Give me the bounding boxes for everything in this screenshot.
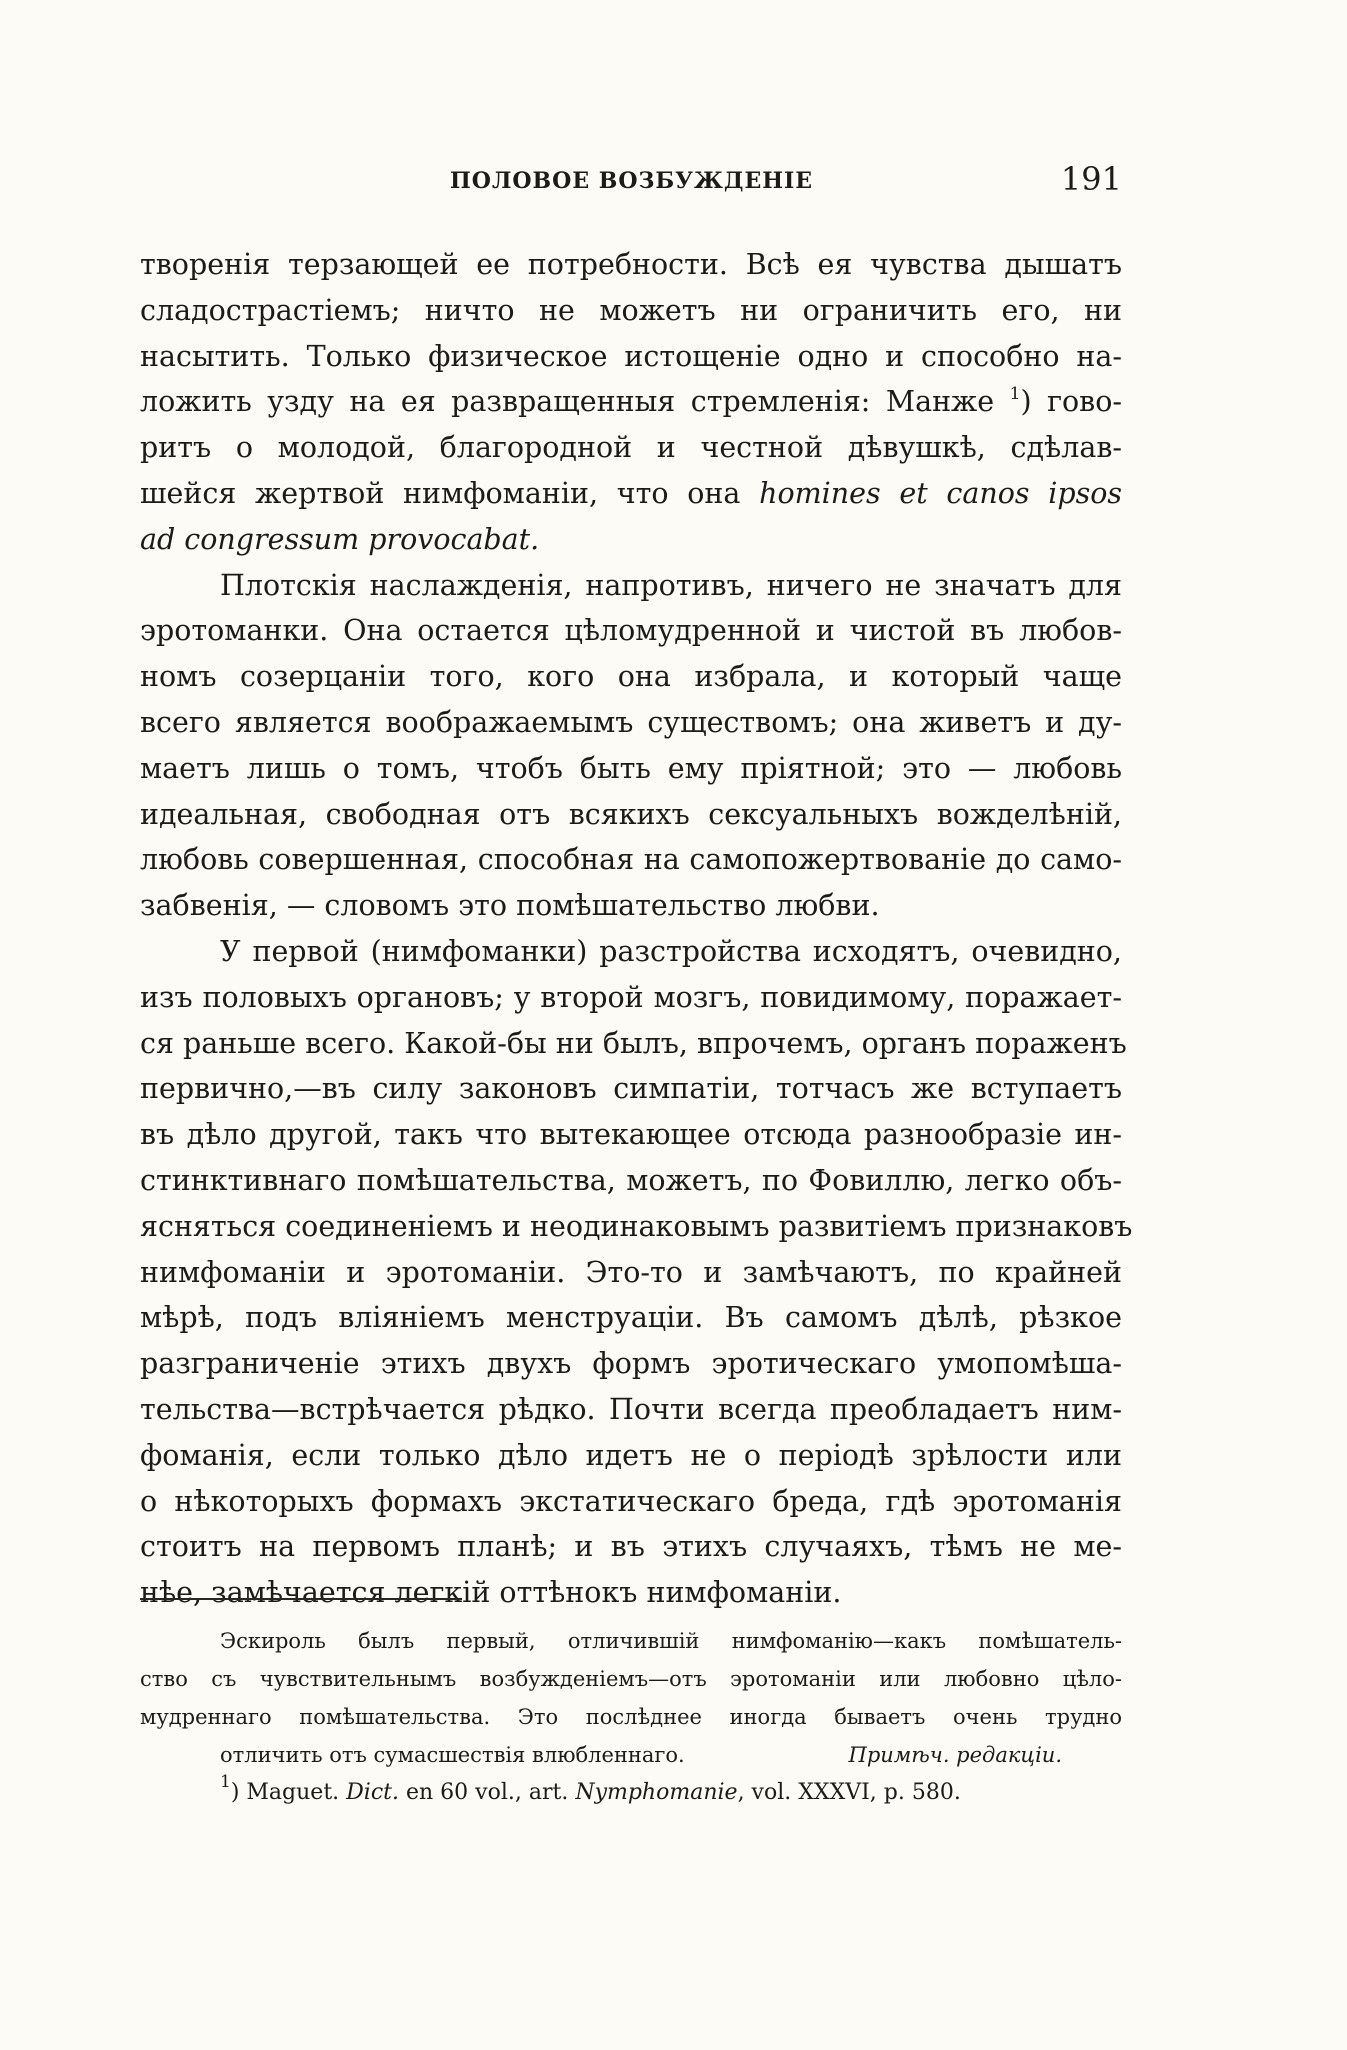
text-line: стоитъ на первомъ планѣ; и въ этихъ случаяхъ, тѣмъ не ме-	[140, 1530, 1122, 1564]
footnote-last-row	[140, 1736, 1122, 1774]
text-line: изъ половыхъ органовъ; у второй мозгъ, повидимому, поражает-	[140, 980, 1122, 1014]
text-line: ясняться соединеніемъ и неодинаковымъ развитіемъ признаковъ	[140, 1209, 1133, 1243]
text-line: Плотскія наслажденія, напротивъ, ничего не значатъ для	[220, 568, 1122, 602]
text-line: фоманія, если только дѣло идетъ не о періодѣ зрѣлости или	[140, 1438, 1122, 1472]
text-line: нѣе, замѣчается легкій оттѣнокъ нимфоманіи.	[140, 1576, 842, 1610]
text-line: насытить. Только физическое истощеніе одно и способно на-	[140, 339, 1122, 373]
text-line	[140, 379, 1122, 425]
text-line: сладострастіемъ; ничто не можетъ ни ограничить его, ни	[140, 293, 1122, 327]
footnote-line: мудреннаго помѣшательства. Это послѣднее иногда бываетъ очень трудно	[140, 1705, 1122, 1729]
editorial-note	[140, 1622, 1122, 1774]
paragraph-3	[140, 929, 1122, 975]
text-segment: ложить узду на ея развращенныя стремленія: Манже	[140, 385, 1010, 419]
text-line: ритъ о молодой, благородной и честной дѣвушкѣ, сдѣлав-	[140, 431, 1122, 465]
text-segment: ) гово-	[1020, 385, 1122, 419]
text-line: забвенія, — словомъ это помѣшательство любви.	[140, 889, 880, 923]
reference-middle: en 60 vol., art.	[399, 1780, 576, 1805]
page-number: 191	[1060, 160, 1122, 198]
text-line: творенія терзающей ее потребности. Всѣ ея чувства дышатъ	[140, 248, 1122, 281]
text-line: тельства—встрѣчается рѣдко. Почти всегда преобладаетъ ним-	[140, 1392, 1122, 1426]
text-line: нимфоманіи и эротоманіи. Это-то и замѣчаютъ, по крайней	[140, 1255, 1122, 1289]
footnote-line: отличить отъ сумасшествія влюбленнаго.	[220, 1743, 685, 1767]
text-line: эротоманки. Она остается цѣломудренной и чистой въ любов-	[140, 614, 1122, 648]
reference-work: Dict.	[346, 1780, 399, 1805]
text-line: разграниченіе этихъ двухъ формъ эротическаго умопомѣша-	[140, 1347, 1122, 1381]
latin-phrase: homines et canos ipsos	[759, 476, 1122, 510]
text-line: идеальная, свободная отъ всякихъ сексуальныхъ вожделѣній,	[140, 797, 1122, 831]
text-line	[140, 517, 1122, 563]
footnote-line: ство съ чувствительнымъ возбужденіемъ—отъ эротоманіи или любовно цѣло-	[140, 1667, 1122, 1691]
text-line: ся раньше всего. Какой-бы ни былъ, впрочемъ, органъ пораженъ	[140, 1026, 1127, 1060]
editorial-signature: Примѣч. редакціи.	[848, 1743, 1062, 1767]
latin-phrase: ad congressum provocabat.	[140, 522, 540, 556]
text-line: въ дѣло другой, такъ что вытекающее отсюда разнообразіе ин-	[140, 1118, 1122, 1152]
footnote-marker: 1	[220, 1772, 231, 1792]
footnote-separator	[140, 1598, 462, 1600]
reference-footnote: $^1$) Maguet. Dict. en 60 vol., art. Nymphomanie, vol. XXXVI, p. 580.	[220, 1772, 961, 1805]
text-line: мѣрѣ, подъ вліяніемъ менструаціи. Въ самомъ дѣлѣ, рѣзкое	[140, 1301, 1122, 1335]
paragraph-3-continued	[140, 975, 1133, 1616]
text-line: любовь совершенная, способная на самопожертвованіе до само-	[140, 843, 1122, 877]
reference-author: Maguet.	[246, 1780, 347, 1805]
footnotes	[140, 1622, 1122, 1812]
text-line: первично,—въ силу законовъ симпатіи, тотчасъ же вступаетъ	[140, 1072, 1122, 1106]
paragraph-1	[140, 242, 1122, 563]
text-segment: шейся жертвой нимфоманіи, что она	[140, 476, 760, 510]
text-line: У первой (нимфоманки) разстройства исходятъ, очевидно,	[220, 934, 1122, 968]
text-line: номъ созерцаніи того, кого она избрала, и который чаще	[140, 660, 1122, 694]
reference-article: Nymphomanie	[575, 1780, 738, 1805]
text-line: о нѣкоторыхъ формахъ экстатическаго бреда, гдѣ эротоманія	[140, 1484, 1122, 1518]
text-line: стинктивнаго помѣшательства, можетъ, по Фовиллю, легко объ-	[140, 1163, 1122, 1197]
text-line: маетъ лишь о томъ, чтобъ быть ему пріятной; это — любовь	[140, 751, 1122, 785]
running-head	[140, 160, 1122, 200]
text-line: всего является воображаемымъ существомъ; она живетъ и ду-	[140, 705, 1122, 739]
body-text	[140, 242, 1133, 1616]
reference-tail: , vol. XXXVI, p. 580.	[737, 1780, 961, 1805]
footnote-line: Эскироль былъ первый, отличившій нимфоманію—какъ помѣшатель-	[220, 1629, 1122, 1653]
text-line	[140, 471, 1122, 517]
running-title: ПОЛОВОЕ ВОЗБУЖДЕНІЕ	[450, 168, 814, 194]
paragraph-2-continued	[140, 608, 1122, 929]
footnote-marker: 1	[1009, 384, 1021, 405]
paragraph-2	[140, 563, 1122, 609]
